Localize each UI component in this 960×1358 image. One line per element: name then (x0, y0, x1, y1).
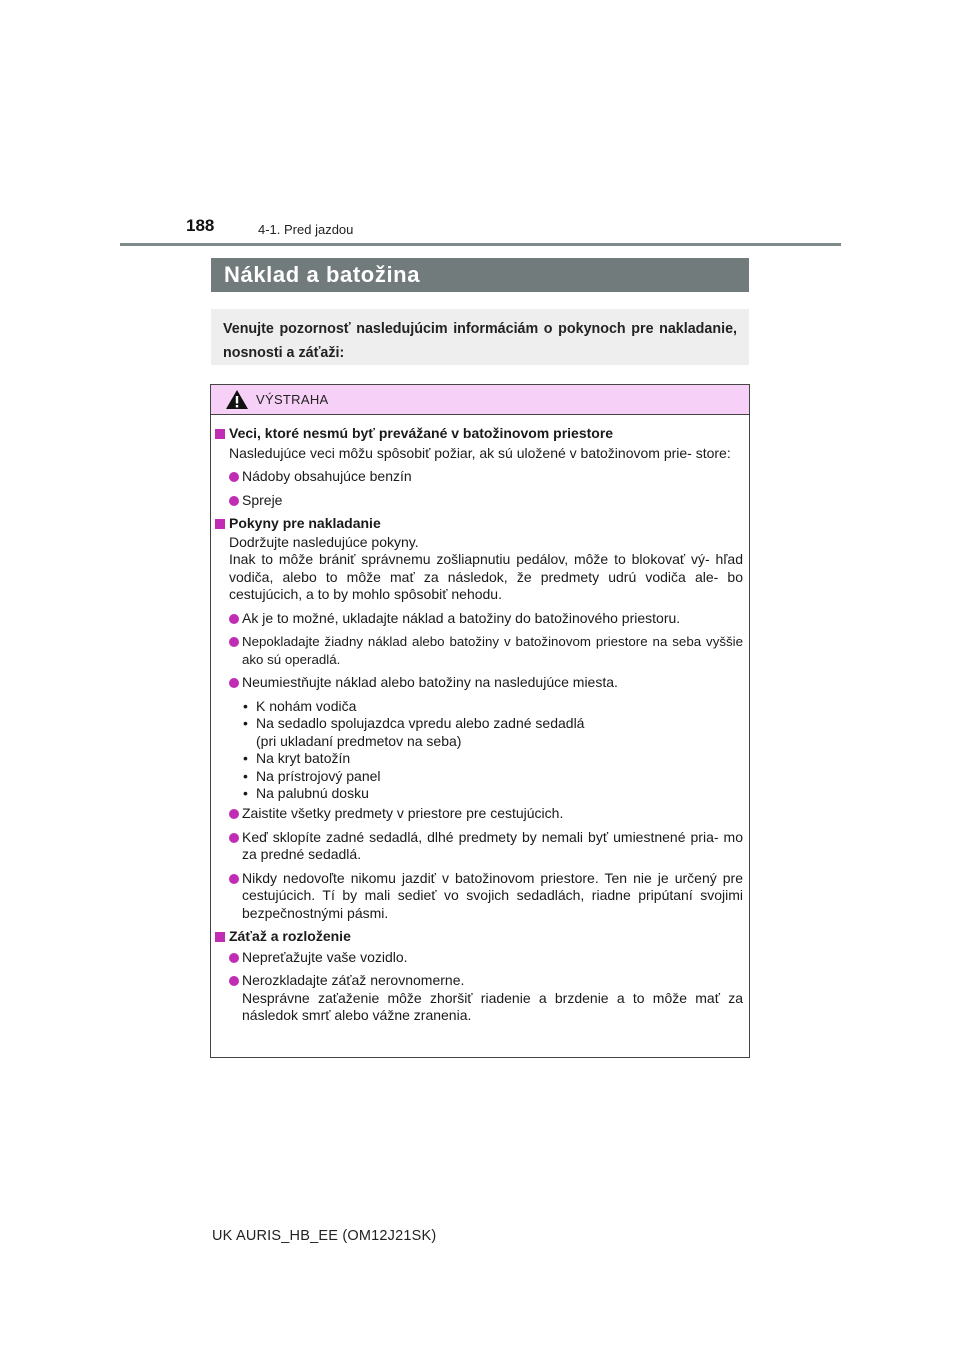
list-item (211, 492, 743, 510)
places-list-item: • Na kryt batožín (243, 750, 743, 768)
title-bar (211, 258, 749, 292)
square-bullet-icon (215, 932, 225, 942)
list-item-text: Keď sklopíte zadné sedadlá, dlhé predmety by nemali byť umiestnené pria- mo za predné sedadlá. (242, 828, 743, 863)
circle-bullet-icon (229, 496, 239, 506)
circle-bullet-icon (229, 874, 239, 884)
list-item (211, 610, 743, 628)
section-reference: 4-1. Pred jazdou (258, 222, 354, 237)
list-item-text: Nikdy nedovoľte nikomu jazdiť v batožinovom priestore. Ten nie je určený pre cestujúcich. Tí by mali sedieť vo svojich sedadlách, riadne pripútaní svojimi bezpečnostnými pásmi. (242, 869, 743, 921)
section-heading-text: Záťaž a rozloženie (229, 928, 351, 945)
list-item (211, 633, 743, 668)
list-item-text: Nepokladajte žiadny náklad alebo batožiny v batožinovom priestore na seba vyššie ako sú operadlá. (242, 634, 743, 667)
list-item (211, 949, 743, 967)
circle-bullet-icon (229, 809, 239, 819)
places-list-item: • K nohám vodiča (243, 698, 743, 716)
warning-header (211, 385, 749, 415)
circle-bullet-icon (229, 678, 239, 688)
footer-model-code: UK AURIS_HB_EE (OM12J21SK) (212, 1228, 437, 1244)
warning-section-forbidden-items (211, 425, 743, 509)
warning-section-load-distribution (211, 928, 743, 1025)
section-text: Nesprávne zaťaženie môže zhoršiť riadenie a brzdenie a to môže mať za následok smrť alebo vážne zranenia. (242, 989, 743, 1024)
list-item-text: Nádoby obsahujúce benzín (242, 468, 412, 484)
page-number: 188 (186, 216, 215, 235)
circle-bullet-icon (229, 637, 239, 647)
intro-box: Venujte pozornosť nasledujúcim informáciám o pokynoch pre nakladanie, nosnosti a záťaži: (211, 309, 749, 365)
section-heading (211, 928, 743, 946)
warning-body (211, 415, 749, 1025)
header-rule (120, 243, 841, 246)
section-text: Inak to môže brániť správnemu zošliapnutiu pedálov, môže to blokovať vý- hľad vodiča, alebo to môže mať za následok, že predmety udrú vodiča ale- bo cestujúcich, a to by mohlo spôsobiť nehodu. (229, 551, 743, 602)
list-item-text: Nerozkladajte záťaž nerovnomerne. (242, 972, 465, 989)
warning-triangle-icon (225, 389, 249, 410)
section-heading-text: Veci, ktoré nesmú byť prevážané v batožinovom priestore (229, 425, 614, 441)
section-heading-text: Pokyny pre nakladanie (229, 515, 381, 531)
section-text: Nasledujúce veci môžu spôsobiť požiar, ak sú uložené v batožinovom prie- store: (229, 444, 731, 461)
section-text: Dodržujte nasledujúce pokyny. (229, 533, 419, 550)
section-heading (211, 515, 743, 533)
list-item (211, 805, 743, 823)
list-item-text: Ak je to možné, ukladajte náklad a batožiny do batožinového priestoru. (242, 609, 681, 626)
section-heading (211, 425, 743, 443)
warning-box (210, 384, 750, 1058)
list-item-text: Neumiestňujte náklad alebo batožiny na nasledujúce miesta. (242, 674, 618, 690)
list-item (211, 829, 743, 864)
circle-bullet-icon (229, 472, 239, 482)
circle-bullet-icon (229, 614, 239, 624)
circle-bullet-icon (229, 833, 239, 843)
warning-section-loading-instructions (211, 515, 743, 922)
warning-title: VÝSTRAHA (256, 392, 329, 407)
places-list-item: • Na palubnú dosku (243, 785, 743, 803)
list-item (211, 674, 743, 692)
list-item (211, 870, 743, 923)
list-item (211, 972, 743, 990)
circle-bullet-icon (229, 953, 239, 963)
places-list-item: • Na sedadlo spolujazdca vpredu alebo zadné sedadlá (243, 715, 743, 733)
square-bullet-icon (215, 429, 225, 439)
places-list (211, 698, 743, 804)
places-list-continuation: (pri ukladaní predmetov na seba) (256, 732, 462, 749)
circle-bullet-icon (229, 976, 239, 986)
list-item-text: Nepreťažujte vaše vozidlo. (242, 948, 408, 965)
list-item-text: Spreje (242, 491, 283, 508)
page-title: Náklad a batožina (224, 262, 421, 287)
square-bullet-icon (215, 519, 225, 529)
list-item-text: Zaistite všetky predmety v priestore pre cestujúcich. (242, 805, 564, 822)
places-list-item: • Na prístrojový panel (243, 768, 743, 786)
list-item (211, 468, 743, 486)
